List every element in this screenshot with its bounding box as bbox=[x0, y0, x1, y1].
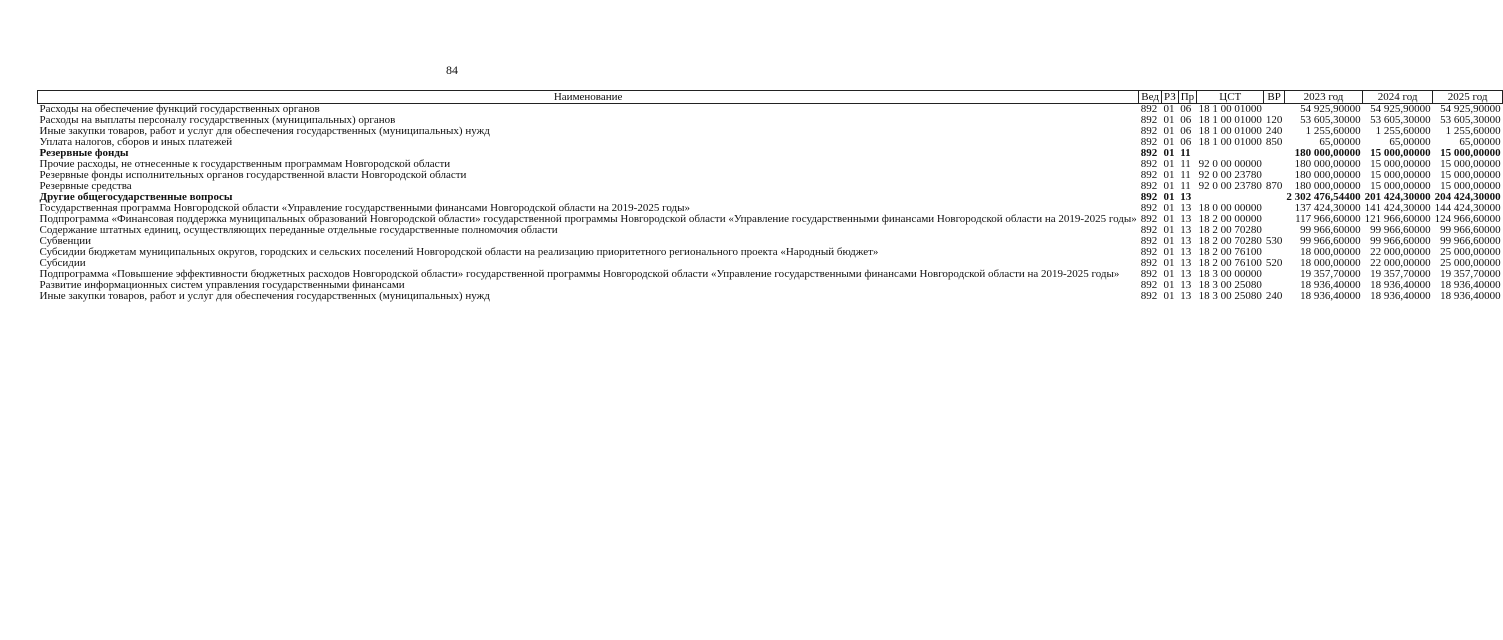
row-vr: 520 bbox=[1265, 257, 1283, 269]
row-value-2025: 144 424,30000 bbox=[1434, 202, 1501, 214]
row-value-2025: 54 925,90000 bbox=[1440, 103, 1501, 115]
header-cst: ЦСТ bbox=[1197, 91, 1264, 104]
table-row bbox=[38, 181, 1503, 192]
row-value-2024: 15 000,00000 bbox=[1370, 180, 1431, 192]
row-value-2025: 99 966,60000 bbox=[1440, 224, 1501, 236]
row-vr: 240 bbox=[1265, 290, 1283, 302]
row-cst: 18 1 00 01000 bbox=[1198, 136, 1262, 148]
row-ved: 892 bbox=[1140, 158, 1158, 170]
row-cst: 18 3 00 00000 bbox=[1198, 268, 1262, 280]
row-pr: 13 bbox=[1180, 213, 1192, 225]
row-vr bbox=[1264, 159, 1285, 170]
row-cst: 92 0 00 00000 bbox=[1198, 158, 1262, 170]
page-number: 84 bbox=[446, 63, 458, 77]
row-value-2023: 2 302 476,54400 bbox=[1286, 191, 1361, 203]
row-value-2023: 18 936,40000 bbox=[1300, 279, 1361, 291]
row-vr bbox=[1264, 192, 1285, 203]
row-value-2024: 65,00000 bbox=[1389, 136, 1431, 148]
row-rz: 01 bbox=[1163, 268, 1175, 280]
row-value-2023: 180 000,00000 bbox=[1294, 158, 1361, 170]
row-cst: 18 2 00 76100 bbox=[1198, 246, 1262, 258]
row-value-2025: 99 966,60000 bbox=[1440, 235, 1501, 247]
table-row bbox=[38, 225, 1503, 236]
row-value-2025: 65,00000 bbox=[1459, 136, 1501, 148]
row-ved: 892 bbox=[1140, 147, 1158, 159]
row-cst: 18 1 00 01000 bbox=[1198, 125, 1262, 137]
row-name: Подпрограмма «Финансовая поддержка муниципальных образований Новгородской области» государственной программы Новгородской области «Управление государственными финансами Новгородской области на 2019-2025 годы» bbox=[39, 213, 1137, 225]
row-value-2023: 18 000,00000 bbox=[1300, 246, 1361, 258]
table-row bbox=[38, 170, 1503, 181]
row-value-2025: 18 936,40000 bbox=[1440, 279, 1501, 291]
row-ved: 892 bbox=[1140, 279, 1158, 291]
row-value-2023: 137 424,30000 bbox=[1294, 202, 1361, 214]
row-name: Резервные фонды исполнительных органов государственной власти Новгородской области bbox=[39, 169, 467, 181]
row-name: Подпрограмма «Повышение эффективности бюджетных расходов Новгородской области» государственной программы Новгородской области «Управление государственными финансами Новгородской области на 2019-2025 годы» bbox=[39, 268, 1120, 280]
row-value-2023: 65,00000 bbox=[1319, 136, 1361, 148]
header-ved: Вед bbox=[1139, 91, 1162, 104]
row-value-2025: 15 000,00000 bbox=[1440, 180, 1501, 192]
row-cst: 92 0 00 23780 bbox=[1198, 169, 1262, 181]
row-value-2025: 15 000,00000 bbox=[1440, 147, 1501, 159]
row-cst: 18 3 00 25080 bbox=[1198, 279, 1262, 291]
row-vr: 850 bbox=[1265, 136, 1283, 148]
row-pr: 13 bbox=[1180, 268, 1192, 280]
row-pr: 13 bbox=[1180, 235, 1192, 247]
row-name: Расходы на выплаты персоналу государственных (муниципальных) органов bbox=[39, 114, 396, 126]
row-value-2023: 99 966,60000 bbox=[1300, 235, 1361, 247]
row-cst: 18 1 00 01000 bbox=[1198, 114, 1262, 126]
header-2023: 2023 год bbox=[1284, 91, 1362, 104]
row-ved: 892 bbox=[1140, 257, 1158, 269]
header-name: Наименование bbox=[38, 91, 1139, 104]
row-pr: 13 bbox=[1180, 279, 1192, 291]
row-pr: 13 bbox=[1180, 224, 1192, 236]
row-cst: 18 0 00 00000 bbox=[1198, 202, 1262, 214]
row-value-2025: 53 605,30000 bbox=[1440, 114, 1501, 126]
row-name: Субсидии bbox=[39, 257, 86, 269]
row-ved: 892 bbox=[1140, 224, 1158, 236]
row-value-2024: 201 424,30000 bbox=[1364, 191, 1431, 203]
row-rz: 01 bbox=[1163, 279, 1175, 291]
header-2024: 2024 год bbox=[1363, 91, 1433, 104]
row-pr: 06 bbox=[1180, 125, 1192, 137]
row-value-2025: 19 357,70000 bbox=[1440, 268, 1501, 280]
row-rz: 01 bbox=[1163, 191, 1175, 203]
row-value-2023: 18 936,40000 bbox=[1300, 290, 1361, 302]
row-rz: 01 bbox=[1163, 125, 1175, 137]
row-value-2024: 121 966,60000 bbox=[1364, 213, 1431, 225]
row-rz: 01 bbox=[1163, 235, 1175, 247]
row-vr: 240 bbox=[1265, 125, 1283, 137]
table-header-row bbox=[38, 91, 1503, 104]
row-name: Содержание штатных единиц, осуществляющих переданные отдельные государственные полномочия области bbox=[39, 224, 558, 236]
row-value-2023: 19 357,70000 bbox=[1300, 268, 1361, 280]
header-pr: Пр bbox=[1178, 91, 1196, 104]
row-value-2024: 15 000,00000 bbox=[1370, 158, 1431, 170]
row-vr bbox=[1264, 148, 1285, 159]
row-value-2023: 180 000,00000 bbox=[1294, 147, 1361, 159]
row-ved: 892 bbox=[1140, 125, 1158, 137]
row-pr: 13 bbox=[1180, 290, 1192, 302]
row-value-2024: 99 966,60000 bbox=[1370, 224, 1431, 236]
table-row bbox=[38, 137, 1503, 148]
row-rz: 01 bbox=[1163, 224, 1175, 236]
row-value-2024: 19 357,70000 bbox=[1370, 268, 1431, 280]
row-ved: 892 bbox=[1140, 213, 1158, 225]
row-name: Развитие информационных систем управления государственными финансами bbox=[39, 279, 405, 291]
row-cst: 92 0 00 23780 bbox=[1198, 180, 1262, 192]
row-value-2023: 1 255,60000 bbox=[1305, 125, 1361, 137]
row-value-2023: 53 605,30000 bbox=[1300, 114, 1361, 126]
row-value-2025: 25 000,00000 bbox=[1440, 257, 1501, 269]
budget-table bbox=[37, 90, 1503, 302]
row-name: Иные закупки товаров, работ и услуг для обеспечения государственных (муниципальных) нужд bbox=[39, 125, 490, 137]
row-rz: 01 bbox=[1163, 246, 1175, 258]
row-vr bbox=[1264, 214, 1285, 225]
row-value-2025: 124 966,60000 bbox=[1434, 213, 1501, 225]
row-value-2023: 18 000,00000 bbox=[1300, 257, 1361, 269]
table-body bbox=[38, 104, 1503, 303]
row-ved: 892 bbox=[1140, 191, 1158, 203]
row-pr: 13 bbox=[1180, 257, 1192, 269]
row-value-2025: 204 424,30000 bbox=[1434, 191, 1501, 203]
row-cst: 18 2 00 70280 bbox=[1198, 224, 1262, 236]
row-rz: 01 bbox=[1163, 290, 1175, 302]
row-name: Субвенции bbox=[39, 235, 92, 247]
row-pr: 13 bbox=[1180, 202, 1192, 214]
table-row bbox=[38, 291, 1503, 302]
row-pr: 13 bbox=[1180, 191, 1192, 203]
row-rz: 01 bbox=[1163, 213, 1175, 225]
row-pr: 13 bbox=[1180, 246, 1192, 258]
header-rz: РЗ bbox=[1161, 91, 1178, 104]
row-value-2024: 1 255,60000 bbox=[1375, 125, 1431, 137]
row-name: Расходы на обеспечение функций государственных органов bbox=[39, 103, 320, 115]
row-value-2024: 15 000,00000 bbox=[1370, 147, 1431, 159]
row-name: Иные закупки товаров, работ и услуг для обеспечения государственных (муниципальных) нужд bbox=[39, 290, 490, 302]
row-name: Государственная программа Новгородской области «Управление государственными финансами Новгородской области на 2019-2025 годы» bbox=[39, 202, 690, 214]
row-value-2025: 25 000,00000 bbox=[1440, 246, 1501, 258]
row-rz: 01 bbox=[1163, 114, 1175, 126]
row-cst: 18 2 00 70280 bbox=[1198, 235, 1262, 247]
row-name: Другие общегосударственные вопросы bbox=[39, 191, 233, 203]
row-rz: 01 bbox=[1163, 180, 1175, 192]
row-pr: 06 bbox=[1180, 114, 1192, 126]
row-name: Субсидии бюджетам муниципальных округов, городских и сельских поселений Новгородской области на реализацию приоритетного регионального проекта «Народный бюджет» bbox=[39, 246, 879, 258]
row-pr: 11 bbox=[1180, 169, 1191, 181]
row-value-2025: 15 000,00000 bbox=[1440, 169, 1501, 181]
row-ved: 892 bbox=[1140, 103, 1158, 115]
row-value-2024: 22 000,00000 bbox=[1370, 257, 1431, 269]
row-pr: 06 bbox=[1180, 136, 1192, 148]
row-vr bbox=[1264, 203, 1285, 214]
row-cst: 18 1 00 01000 bbox=[1198, 103, 1262, 115]
row-rz: 01 bbox=[1163, 169, 1175, 181]
header-vr: ВР bbox=[1264, 91, 1285, 104]
row-value-2023: 180 000,00000 bbox=[1294, 180, 1361, 192]
row-value-2023: 117 966,60000 bbox=[1295, 213, 1361, 225]
row-ved: 892 bbox=[1140, 246, 1158, 258]
row-value-2024: 53 605,30000 bbox=[1370, 114, 1431, 126]
row-ved: 892 bbox=[1140, 235, 1158, 247]
row-rz: 01 bbox=[1163, 257, 1175, 269]
row-value-2023: 99 966,60000 bbox=[1300, 224, 1361, 236]
row-value-2025: 18 936,40000 bbox=[1440, 290, 1501, 302]
row-value-2023: 180 000,00000 bbox=[1294, 169, 1361, 181]
row-value-2024: 18 936,40000 bbox=[1370, 279, 1431, 291]
row-ved: 892 bbox=[1140, 180, 1158, 192]
row-ved: 892 bbox=[1140, 268, 1158, 280]
row-name: Уплата налогов, сборов и иных платежей bbox=[39, 136, 233, 148]
row-vr: 870 bbox=[1265, 180, 1283, 192]
row-value-2025: 15 000,00000 bbox=[1440, 158, 1501, 170]
row-pr: 11 bbox=[1180, 158, 1191, 170]
row-vr: 530 bbox=[1265, 235, 1283, 247]
row-ved: 892 bbox=[1140, 290, 1158, 302]
table-row bbox=[38, 126, 1503, 137]
row-name: Прочие расходы, не отнесенные к государственным программам Новгородской области bbox=[39, 158, 451, 170]
row-rz: 01 bbox=[1163, 103, 1175, 115]
row-value-2023: 54 925,90000 bbox=[1300, 103, 1361, 115]
header-2025: 2025 год bbox=[1433, 91, 1503, 104]
row-ved: 892 bbox=[1140, 114, 1158, 126]
row-value-2024: 141 424,30000 bbox=[1364, 202, 1431, 214]
row-ved: 892 bbox=[1140, 202, 1158, 214]
row-pr: 11 bbox=[1180, 147, 1191, 159]
row-value-2024: 18 936,40000 bbox=[1370, 290, 1431, 302]
row-value-2024: 54 925,90000 bbox=[1370, 103, 1431, 115]
row-value-2025: 1 255,60000 bbox=[1445, 125, 1501, 137]
row-value-2024: 15 000,00000 bbox=[1370, 169, 1431, 181]
row-ved: 892 bbox=[1140, 169, 1158, 181]
row-value-2024: 22 000,00000 bbox=[1370, 246, 1431, 258]
row-vr: 120 bbox=[1265, 114, 1283, 126]
table-row bbox=[38, 247, 1503, 258]
row-name: Резервные средства bbox=[39, 180, 132, 192]
row-value-2024: 99 966,60000 bbox=[1370, 235, 1431, 247]
row-vr bbox=[1264, 269, 1285, 280]
row-cst: 18 2 00 00000 bbox=[1198, 213, 1262, 225]
row-ved: 892 bbox=[1140, 136, 1158, 148]
row-name: Резервные фонды bbox=[39, 147, 129, 159]
row-cst: 18 3 00 25080 bbox=[1198, 290, 1262, 302]
row-rz: 01 bbox=[1163, 136, 1175, 148]
row-pr: 11 bbox=[1180, 180, 1191, 192]
row-pr: 06 bbox=[1180, 103, 1192, 115]
row-rz: 01 bbox=[1163, 158, 1175, 170]
row-rz: 01 bbox=[1163, 147, 1175, 159]
row-rz: 01 bbox=[1163, 202, 1175, 214]
row-cst: 18 2 00 76100 bbox=[1198, 257, 1262, 269]
